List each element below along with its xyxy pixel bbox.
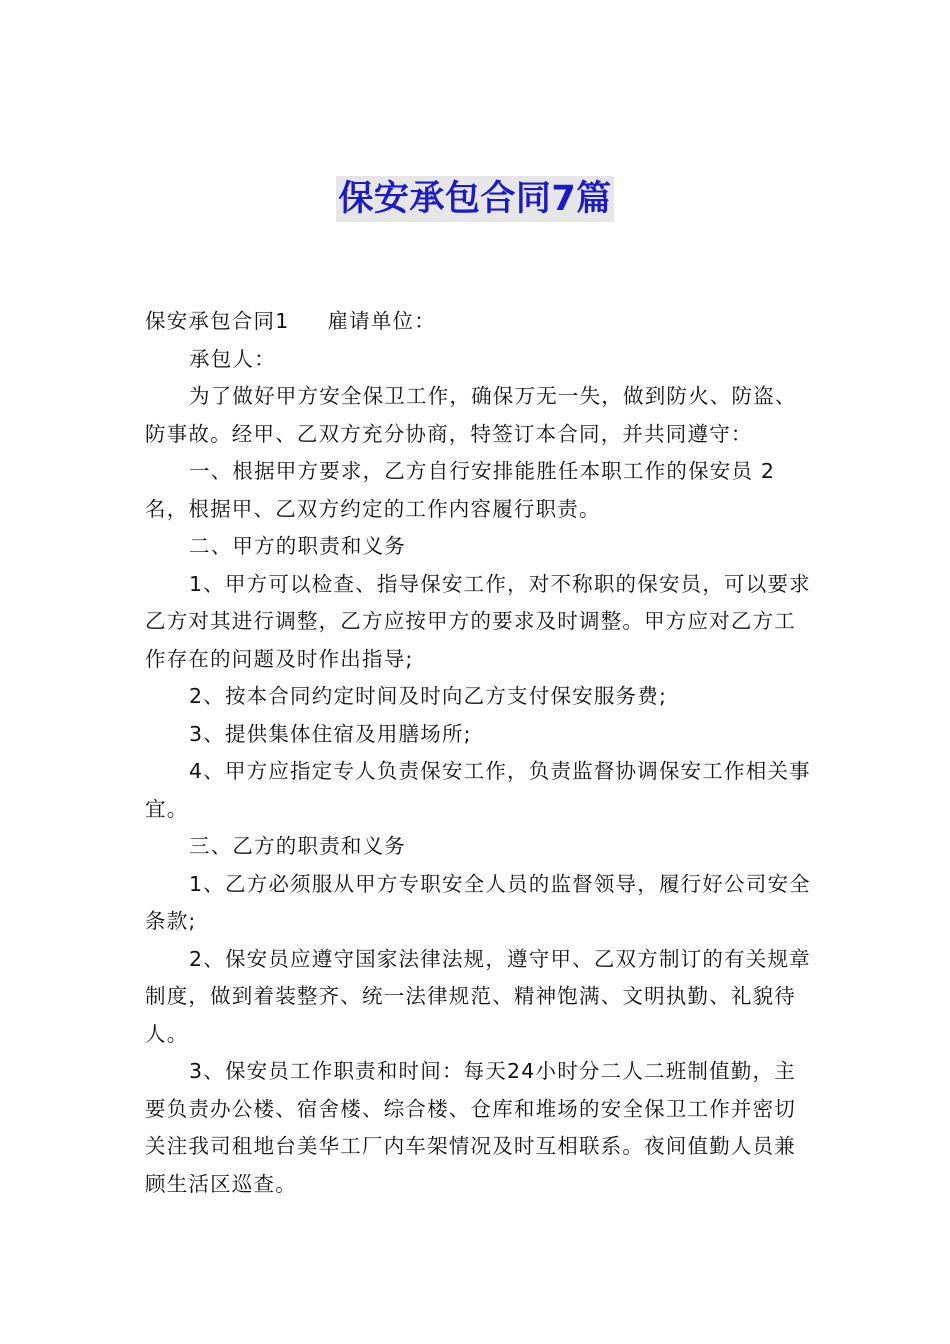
paragraph: 1、乙方必须服从甲方专职安全人员的监督领导，履行好公司安全条款;: [145, 871, 811, 933]
section-heading: 二、甲方的职责和义务: [189, 534, 406, 558]
title-container: [0, 176, 950, 222]
paragraph: 承包人：: [189, 346, 276, 371]
document-body: [145, 303, 815, 1203]
paragraph: 为了做好甲方安全保卫工作，确保万无一失，做到防火、防盗、防事故。经甲、乙双方充分协商，特签订本合同，并共同遵守：: [145, 384, 797, 446]
document-title: 保安承包合同7篇: [336, 176, 613, 222]
contract-heading-line: [145, 303, 815, 341]
paragraph: 3、保安员工作职责和时间：每天24小时分二人二班制值勤，主要负责办公楼、宿舍楼、综合楼、仓库和堆场的安全保卫工作并密切关注我司租地台美华工厂内车架情况及时互相联系。夜间值勤人员兼顾生活区巡查。: [145, 1059, 796, 1196]
paragraph: 1、甲方可以检查、指导保安工作，对不称职的保安员，可以要求乙方对其进行调整，乙方应按甲方的要求及时调整。甲方应对乙方工作存在的问题及时作出指导;: [145, 571, 811, 671]
employer-label: 雇请单位：: [327, 309, 436, 333]
contract-heading: 保安承包合同1: [145, 309, 290, 333]
paragraph: 一、根据甲方要求，乙方自行安排能胜任本职工作的保安员 2 名，根据甲、乙双方约定的工作内容履行职责。: [145, 459, 776, 521]
section-heading: 三、乙方的职责和义务: [189, 834, 406, 858]
paragraph: 4、甲方应指定专人负责保安工作，负责监督协调保安工作相关事宜。: [145, 759, 811, 821]
paragraph: 2、按本合同约定时间及时向乙方支付保安服务费;: [189, 684, 668, 708]
paragraph: 2、保安员应遵守国家法律法规，遵守甲、乙双方制订的有关规章制度，做到着装整齐、统一法律规范、精神饱满、文明执勤、礼貌待人。: [145, 946, 811, 1046]
paragraph: 3、提供集体住宿及用膳场所;: [189, 721, 472, 746]
